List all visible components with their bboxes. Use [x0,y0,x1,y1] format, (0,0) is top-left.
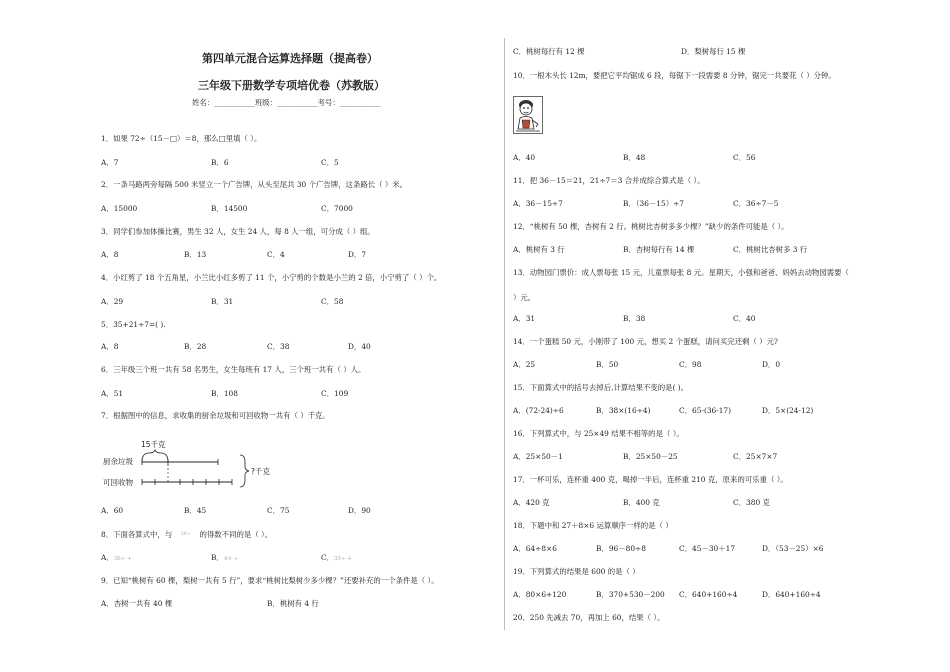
option-19a[interactable]: A．80×6+120 [513,590,567,599]
option-18d[interactable]: D．（53－25）×6 [762,544,824,553]
option-17b[interactable]: B．400 克 [623,498,660,507]
question-5: 5．35+21÷7=( ). [101,320,166,329]
option-8a[interactable]: A．36÷ + [101,553,132,562]
question-7: 7．根据图中的信息，求收集的厨余垃圾和可回收物一共有（ ）千克。 [101,411,330,420]
diagram-top-label: 15千克 [141,440,166,449]
question-8 [101,530,272,539]
option-9a[interactable]: A．杏树一共有 40 棵 [101,599,173,608]
question-19: 19．下列算式的结果是 600 的是（ ） [513,567,640,576]
question-15: 15．下面算式中的括号去掉后,计算结果不变的是( )。 [513,383,689,392]
option-15a[interactable]: A．(72-24)÷6 [513,406,564,415]
option-13a[interactable]: A．31 [513,314,536,323]
option-1a[interactable]: A．7 [101,158,119,167]
page-title: 第四单元混合运算选择题（提高卷） [202,52,378,65]
option-12b[interactable]: B．杏树每行有 14 棵 [623,245,695,254]
question-16: 16．下列算式中，与 25×49 结果不相等的是（ ）。 [513,429,684,438]
option-10b[interactable]: B．48 [623,153,646,162]
question-10: 10．一根木头长 12m，要把它平均锯成 6 段，每锯下一段需要 8 分钟，锯完一共要花（ ）分钟。 [513,71,836,80]
option-12c[interactable]: C．桃树比杏树多 3 行 [733,245,808,254]
option-19c[interactable]: C．640+160÷4 [679,590,738,599]
diagram-right-label: ?千克 [251,467,270,476]
option-19b[interactable]: B．370+530－200 [596,590,665,599]
segment-diagram [95,430,295,492]
option-10c[interactable]: C．56 [733,153,756,162]
option-2c[interactable]: C．7000 [321,204,353,213]
option-13b[interactable]: B．38 [623,314,646,323]
option-17c[interactable]: C．380 克 [733,498,770,507]
option-4a[interactable]: A．29 [101,297,124,306]
option-2b[interactable]: B．14500 [211,204,248,213]
question-17: 17．一杯可乐，连杯重 400 克，喝掉一半后，连杯重 210 克，原来的可乐重（ ）。 [513,475,788,484]
option-18b[interactable]: B．96－80÷8 [596,544,646,553]
option-18c[interactable]: C．45－30＋17 [679,544,736,553]
option-2a[interactable]: A．15000 [101,204,138,213]
diagram-row1-label: 厨余垃圾 [103,457,133,466]
option-9c[interactable]: C．桃树每行有 12 棵 [513,47,585,56]
option-18a[interactable]: A．64÷8×6 [513,544,557,553]
option-8c[interactable]: C．35÷ + [321,553,353,562]
question-8-faint-expr: 36÷ [180,531,192,537]
option-5b[interactable]: B．28 [184,342,207,351]
option-16b[interactable]: B．25×50－25 [623,452,678,461]
option-3b[interactable]: B．13 [184,250,207,259]
option-13c[interactable]: C．40 [733,314,756,323]
option-14c[interactable]: C．98 [679,360,702,369]
question-8-stem-tail: 的得数不同的是（ ）。 [199,530,273,539]
question-1: 1．如果 72÷（15－□）＝8，那么□里填（ ）。 [101,134,262,143]
student-info-line: 姓名：___________班级：___________考号：___________ [192,98,381,107]
option-16a[interactable]: A．25×50－1 [513,452,563,461]
page-subtitle: 三年级下册数学专项培优卷（苏教版） [198,79,385,92]
question-12: 12．“桃树有 50 棵，杏树有 2 行。桃树比杏树多多少棵？”缺少的条件可能是（ ）。 [513,222,789,231]
question-3: 3．同学们参加体操比赛，男生 32 人，女生 24 人，每 8 人一组，可分成（ ）组。 [101,227,375,236]
option-9d[interactable]: D．梨树每行 15 棵 [681,47,746,56]
option-7b[interactable]: B．45 [184,506,207,515]
option-10a[interactable]: A．40 [513,153,536,162]
cartoon-image [513,96,543,134]
question-14: 14．一个蛋糕 50 元，小刚带了 100 元，想买 2 个蛋糕，请问买完还剩（ ）元? [513,337,778,346]
question-13: 13．动物园门票价：成人票每张 15 元，儿童票每张 8 元。星期天，小强和爸爸、妈妈去动物园需要（ [513,268,849,277]
option-14b[interactable]: B．50 [596,360,619,369]
right-brace [240,455,249,487]
option-6c[interactable]: C．109 [321,389,349,398]
option-3c[interactable]: C．4 [267,250,285,259]
option-14d[interactable]: D．0 [762,360,781,369]
option-3a[interactable]: A．8 [101,250,119,259]
question-13-continuation: ）元。 [513,293,536,302]
option-19d[interactable]: D．640+160÷4 [762,590,821,599]
diagram-row2-label: 可回收物 [103,478,133,487]
option-11a[interactable]: A．36－15÷7 [513,199,563,208]
option-4c[interactable]: C．58 [321,297,344,306]
option-12a[interactable]: A．桃树有 3 行 [513,245,565,254]
option-5a[interactable]: A．8 [101,342,119,351]
option-15c[interactable]: C．65-(36-17) [679,406,732,415]
option-17a[interactable]: A．420 克 [513,498,550,507]
question-11: 11．把 36－15＝21，21÷7＝3 合并成综合算式是（ ）。 [513,176,705,185]
question-8-stem: 8．下面各算式中，与 [101,530,173,539]
option-5d[interactable]: D．40 [348,342,371,351]
option-7a[interactable]: A．60 [101,506,124,515]
option-1b[interactable]: B．6 [211,158,229,167]
option-5c[interactable]: C．38 [267,342,290,351]
option-16c[interactable]: C．25×7×7 [733,452,778,461]
option-3d[interactable]: D．7 [348,250,367,259]
column-divider [504,38,505,630]
option-4b[interactable]: B．31 [211,297,234,306]
option-7d[interactable]: D．90 [348,506,371,515]
question-6: 6．三年级三个班一共有 58 名男生，女生每班有 17 人，三个班一共有（ ）人。 [101,365,366,374]
option-8b[interactable]: B．4× ÷ [211,553,239,562]
question-20: 20．250 先减去 70，再加上 60，结果（ ）。 [513,613,665,622]
option-11c[interactable]: C．36÷7－5 [733,199,779,208]
question-18: 18．下题中和 27＋8×6 运算顺序一样的是（ ） [513,521,673,530]
option-11b[interactable]: B．（36－15）÷7 [623,199,684,208]
top-brace [142,450,168,462]
option-6a[interactable]: A．51 [101,389,124,398]
option-14a[interactable]: A．25 [513,360,536,369]
option-9b[interactable]: B．桃树有 4 行 [267,599,319,608]
option-7c[interactable]: C．75 [267,506,290,515]
question-4: 4．小红剪了 18 个五角星，小兰比小红多剪了 11 个，小宁剪的个数是小兰的 2 倍，小宁剪了（ ）个。 [101,273,442,282]
question-2: 2．一条马路两旁每隔 500 米竖立一个广告牌，从头至尾共 30 个广告牌，这条路长（ ）米。 [101,180,408,189]
option-6b[interactable]: B．108 [211,389,238,398]
option-15d[interactable]: D．5×(24-12) [762,406,814,415]
option-15b[interactable]: B．38×(16÷4) [596,406,651,415]
question-9: 9．已知“桃树有 60 棵，梨树一共有 5 行”，要求“桃树比梨树少多少棵？”还要补充的一个条件是（ ）。 [101,576,439,585]
option-1c[interactable]: C．5 [321,158,339,167]
